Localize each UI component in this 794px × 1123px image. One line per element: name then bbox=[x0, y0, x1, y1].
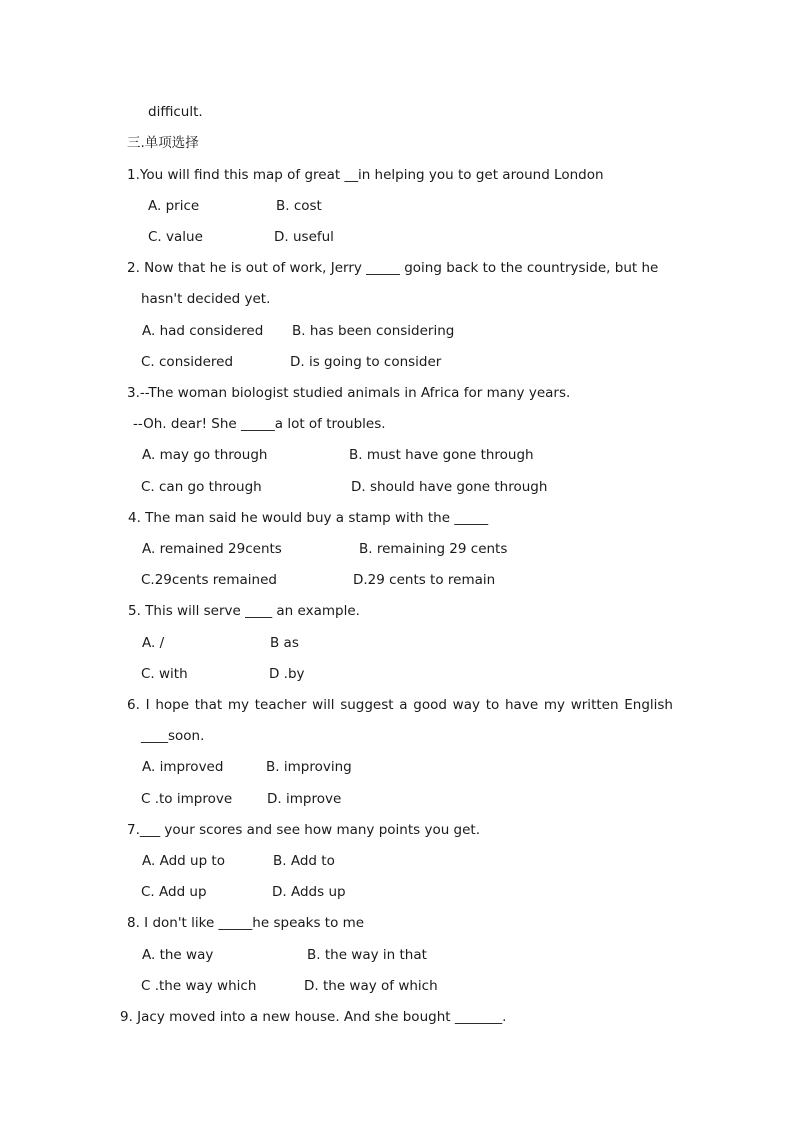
question-6-option-a: A. improved bbox=[142, 759, 224, 775]
question-2-option-d: D. is going to consider bbox=[290, 354, 442, 370]
question-4-option-c: C.29cents remained bbox=[141, 572, 277, 588]
question-3-option-c: C. can go through bbox=[141, 479, 262, 495]
question-3-option-d: D. should have gone through bbox=[351, 479, 548, 495]
question-4-option-b: B. remaining 29 cents bbox=[359, 541, 508, 557]
question-5-option-c: C. with bbox=[141, 666, 188, 682]
question-2-stem-continued: hasn't decided yet. bbox=[141, 291, 271, 307]
question-2-option-a: A. had considered bbox=[142, 323, 264, 339]
question-6-option-d: D. improve bbox=[267, 791, 342, 807]
question-6-stem: 6. I hope that my teacher will suggest a good way to have my written English bbox=[127, 697, 673, 713]
question-8-option-a: A. the way bbox=[142, 947, 214, 963]
question-7-option-a: A. Add up to bbox=[142, 853, 225, 869]
question-7-stem: 7.___ your scores and see how many points you get. bbox=[127, 822, 481, 838]
question-8-option-b: B. the way in that bbox=[307, 947, 427, 963]
question-6-option-b: B. improving bbox=[266, 759, 352, 775]
question-6-stem-continued: ____soon. bbox=[141, 728, 205, 744]
question-3-option-b: B. must have gone through bbox=[349, 447, 534, 463]
question-1-option-a: A. price bbox=[148, 198, 200, 214]
section-heading: 三.单项选择 bbox=[127, 135, 199, 151]
question-9-stem: 9. Jacy moved into a new house. And she bought _______. bbox=[120, 1009, 507, 1025]
question-7-option-d: D. Adds up bbox=[272, 884, 346, 900]
question-4-option-d: D.29 cents to remain bbox=[353, 572, 496, 588]
question-4-stem: 4. The man said he would buy a stamp with the _____ bbox=[128, 510, 489, 526]
question-8-option-c: C .the way which bbox=[141, 978, 257, 994]
question-8-stem: 8. I don't like _____he speaks to me bbox=[127, 915, 365, 931]
question-3-stem-continued: --Oh. dear! She _____a lot of troubles. bbox=[133, 416, 386, 432]
question-7-option-b: B. Add to bbox=[273, 853, 335, 869]
question-5-stem: 5. This will serve ____ an example. bbox=[128, 603, 360, 619]
question-8-option-d: D. the way of which bbox=[304, 978, 438, 994]
carryover-text: difficult. bbox=[148, 104, 203, 120]
question-1-option-b: B. cost bbox=[276, 198, 322, 214]
question-3-option-a: A. may go through bbox=[142, 447, 268, 463]
question-3-stem: 3.--The woman biologist studied animals in Africa for many years. bbox=[127, 385, 571, 401]
question-5-option-a: A. / bbox=[142, 635, 165, 651]
question-1-option-d: D. useful bbox=[274, 229, 334, 245]
question-2-option-b: B. has been considering bbox=[292, 323, 455, 339]
question-6-option-c: C .to improve bbox=[141, 791, 233, 807]
question-7-option-c: C. Add up bbox=[141, 884, 207, 900]
question-1-option-c: C. value bbox=[148, 229, 203, 245]
question-4-option-a: A. remained 29cents bbox=[142, 541, 282, 557]
question-5-option-b: B as bbox=[270, 635, 299, 651]
question-2-option-c: C. considered bbox=[141, 354, 234, 370]
question-2-stem: 2. Now that he is out of work, Jerry _____ going back to the countryside, but he bbox=[127, 260, 659, 276]
question-1-stem: 1.You will find this map of great __in helping you to get around London bbox=[127, 167, 604, 183]
question-5-option-d: D .by bbox=[269, 666, 305, 682]
